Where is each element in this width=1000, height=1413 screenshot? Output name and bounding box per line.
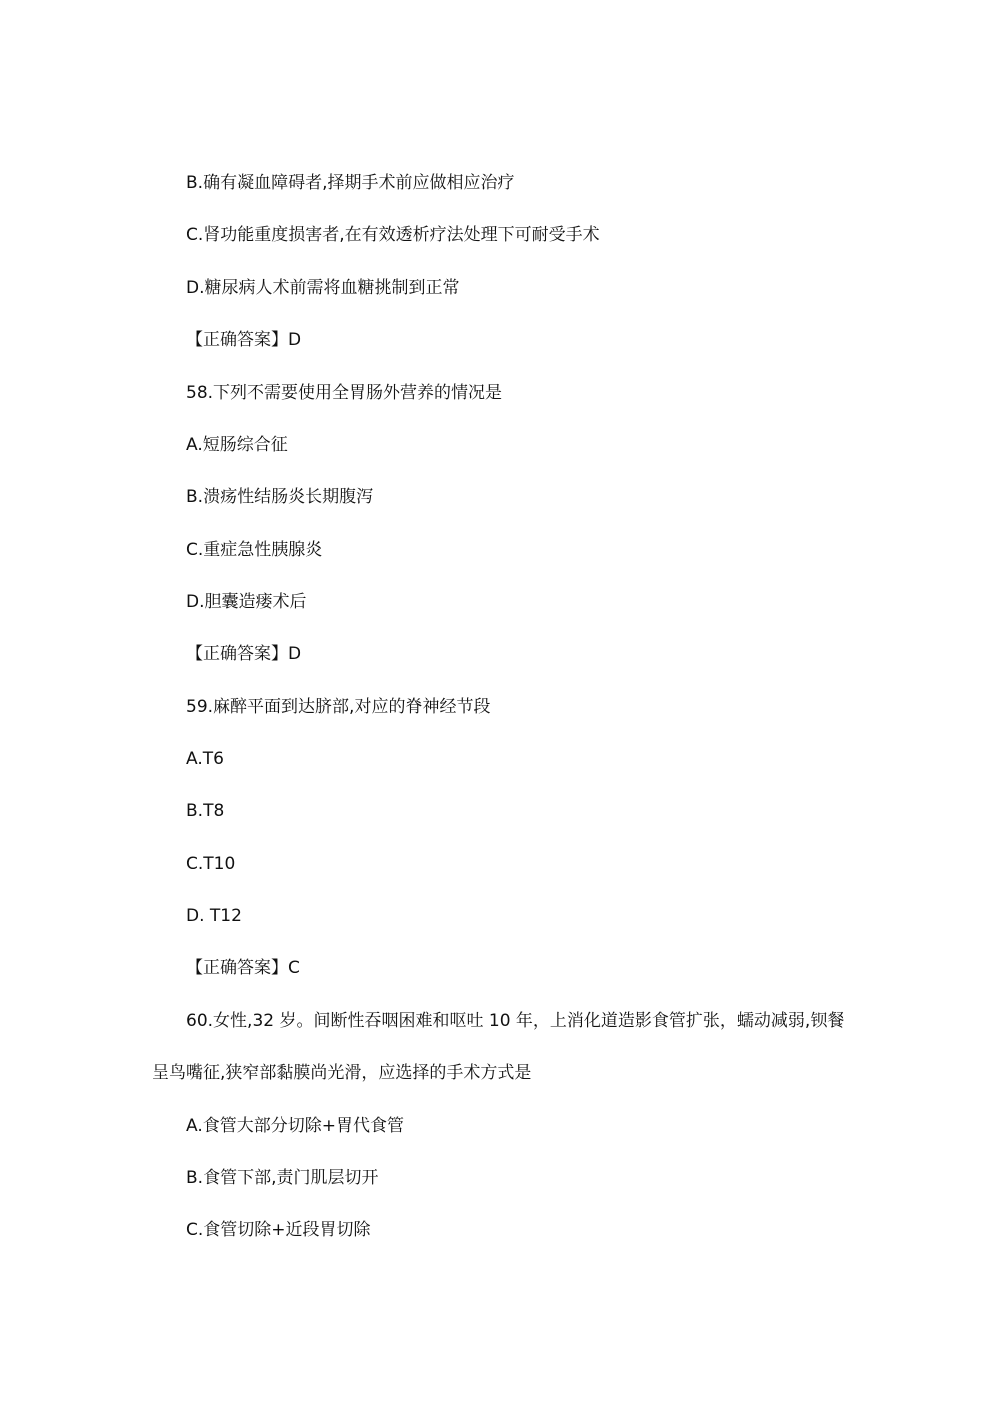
answer-58: 【正确答案】D — [186, 644, 302, 664]
question-60-line-2: 呈鸟嘴征,狭窄部黏膜尚光滑，应选择的手术方式是 — [152, 1063, 532, 1083]
option-57c: C.肾功能重度损害者,在有效透析疗法处理下可耐受手术 — [186, 225, 600, 245]
option-59c: C.T10 — [186, 854, 236, 874]
option-58d: D.胆囊造瘘术后 — [186, 592, 307, 612]
answer-57: 【正确答案】D — [186, 330, 302, 350]
option-60c: C.食管切除+近段胃切除 — [186, 1220, 371, 1240]
option-60a: A.食管大部分切除+胃代食管 — [186, 1116, 404, 1136]
question-59: 59.麻醉平面到达脐部,对应的脊神经节段 — [186, 697, 491, 717]
option-59d: D. T12 — [186, 906, 242, 926]
option-57d: D.糖尿病人术前需将血糖挑制到正常 — [186, 278, 460, 298]
option-59b: B.T8 — [186, 801, 225, 821]
option-58b: B.溃疡性结肠炎长期腹泻 — [186, 487, 374, 507]
option-58c: C.重症急性胰腺炎 — [186, 540, 323, 560]
option-58a: A.短肠综合征 — [186, 435, 288, 455]
option-59a: A.T6 — [186, 749, 224, 769]
option-57b: B.确有凝血障碍者,择期手术前应做相应治疗 — [186, 173, 515, 193]
question-58: 58.下列不需要使用全胃肠外营养的情况是 — [186, 383, 503, 403]
option-60b: B.食管下部,责门肌层切开 — [186, 1168, 379, 1188]
question-60-line-1: 60.女性,32 岁。间断性吞咽困难和呕吐 10 年，上消化道造影食管扩张，蠕动减弱,钡餐 — [186, 1011, 845, 1031]
answer-59: 【正确答案】C — [186, 958, 300, 978]
